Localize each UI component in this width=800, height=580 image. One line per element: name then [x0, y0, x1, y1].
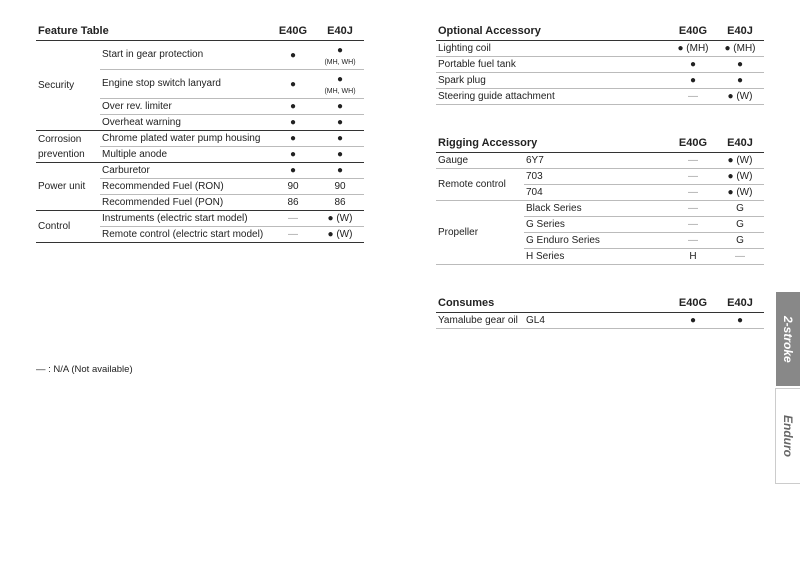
col-e40j: E40J [716, 294, 764, 313]
cell-e40j: 86 [316, 195, 364, 211]
feature-label: Multiple anode [100, 147, 270, 163]
na-note: — : N/A (Not available) [36, 364, 133, 375]
cell-e40j: ● (W) [716, 169, 764, 185]
optional-accessory-title: Optional Accessory [436, 22, 670, 41]
table-row [36, 163, 364, 179]
cell-e40j: ● [336, 74, 344, 85]
feature-label: Instruments (electric start model) [100, 211, 270, 227]
feature-label: Remote control (electric start model) [100, 227, 270, 243]
table-row [436, 41, 764, 57]
cell-e40g: — [670, 89, 716, 105]
cell-e40j: 90 [316, 179, 364, 195]
cell-e40g: — [670, 217, 716, 233]
cell-e40g: ● [670, 313, 716, 329]
table-row [36, 131, 364, 147]
cell-e40g: ● [670, 73, 716, 89]
cell-e40j: G [716, 201, 764, 217]
group-power-unit: Power unit [36, 163, 100, 211]
cell-e40j: ● [316, 115, 364, 131]
col-e40j: E40J [716, 134, 764, 153]
consumes-table [436, 294, 764, 329]
tab-enduro[interactable] [775, 388, 800, 484]
cell-e40g: 86 [270, 195, 316, 211]
cell-e40j: — [716, 249, 764, 265]
cell-e40j: ● [716, 73, 764, 89]
cell-e40g: — [670, 153, 716, 169]
cell-e40g: — [670, 233, 716, 249]
col-e40g: E40G [670, 134, 716, 153]
cell-e40g: ● [270, 115, 316, 131]
consumes-title: Consumes [436, 294, 670, 313]
cell-e40j: ● [336, 45, 344, 56]
feature-label: Recommended Fuel (RON) [100, 179, 270, 195]
item-label: Portable fuel tank [436, 57, 670, 73]
cell-e40j: ● [316, 147, 364, 163]
sub-label: GL4 [524, 313, 670, 329]
cell-e40j: ● [716, 57, 764, 73]
sub-label: G Enduro Series [524, 233, 670, 249]
item-label: Gauge [436, 153, 524, 169]
cell-e40g: ● [670, 57, 716, 73]
cell-e40g: ● [270, 70, 316, 99]
tab-label: 2-stroke [781, 315, 795, 363]
group-security: Security [36, 41, 100, 131]
cell-e40g: H [670, 249, 716, 265]
group-control: Control [36, 211, 100, 243]
sub-label: G Series [524, 217, 670, 233]
feature-label: Start in gear protection [100, 41, 270, 70]
cell-e40g: ● (MH) [670, 41, 716, 57]
optional-accessory-table [436, 22, 764, 105]
cell-e40j: ● [316, 131, 364, 147]
tab-2-stroke[interactable] [776, 292, 800, 386]
sub-label: 703 [524, 169, 670, 185]
col-e40j: E40J [716, 22, 764, 41]
table-row [436, 153, 764, 169]
cell-e40g: — [670, 201, 716, 217]
feature-label: Recommended Fuel (PON) [100, 195, 270, 211]
item-label: Propeller [436, 201, 524, 265]
col-e40j: E40J [316, 22, 364, 41]
sub-label: 6Y7 [524, 153, 670, 169]
cell-e40g: 90 [270, 179, 316, 195]
item-label: Steering guide attachment [436, 89, 670, 105]
cell-e40j: ● [316, 163, 364, 179]
cell-e40j: ● (W) [716, 185, 764, 201]
cell-e40j: G [716, 217, 764, 233]
cell-e40j: ● [316, 99, 364, 115]
feature-label: Carburetor [100, 163, 270, 179]
cell-e40j: ● (W) [716, 153, 764, 169]
col-e40g: E40G [670, 294, 716, 313]
table-row [436, 201, 764, 217]
col-e40g: E40G [670, 22, 716, 41]
cell-e40j: ● (W) [716, 89, 764, 105]
cell-e40j: G [716, 233, 764, 249]
cell-e40g: — [670, 169, 716, 185]
item-label: Lighting coil [436, 41, 670, 57]
feature-label: Chrome plated water pump housing [100, 131, 270, 147]
table-row [436, 57, 764, 73]
cell-e40g: ● [270, 99, 316, 115]
item-label: Spark plug [436, 73, 670, 89]
cell-e40j: ● (MH) [716, 41, 764, 57]
cell-e40j: ● [716, 313, 764, 329]
col-e40g: E40G [270, 22, 316, 41]
group-corrosion: Corrosion prevention [36, 131, 100, 163]
feature-label: Engine stop switch lanyard [100, 70, 270, 99]
cell-note: (MH, WH) [324, 88, 356, 95]
sub-label: 704 [524, 185, 670, 201]
rigging-accessory-table [436, 134, 764, 265]
cell-e40j: ● (W) [316, 211, 364, 227]
table-row [436, 89, 764, 105]
table-row [36, 41, 364, 70]
sub-label: H Series [524, 249, 670, 265]
rigging-accessory-title: Rigging Accessory [436, 134, 670, 153]
item-label: Remote control [436, 169, 524, 201]
cell-e40g: — [670, 185, 716, 201]
table-row [436, 169, 764, 185]
cell-e40g: — [270, 227, 316, 243]
cell-e40g: ● [270, 41, 316, 70]
tab-label: Enduro [781, 415, 795, 457]
table-row [436, 73, 764, 89]
feature-table-title: Feature Table [36, 22, 270, 41]
table-row [436, 313, 764, 329]
cell-note: (MH, WH) [324, 59, 356, 66]
cell-e40g: ● [270, 163, 316, 179]
sub-label: Black Series [524, 201, 670, 217]
item-label: Yamalube gear oil [436, 313, 524, 329]
cell-e40g: ● [270, 147, 316, 163]
cell-e40j: ● (W) [316, 227, 364, 243]
feature-table [36, 22, 364, 243]
feature-label: Overheat warning [100, 115, 270, 131]
cell-e40g: ● [270, 131, 316, 147]
cell-e40g: — [270, 211, 316, 227]
feature-label: Over rev. limiter [100, 99, 270, 115]
table-row [36, 211, 364, 227]
